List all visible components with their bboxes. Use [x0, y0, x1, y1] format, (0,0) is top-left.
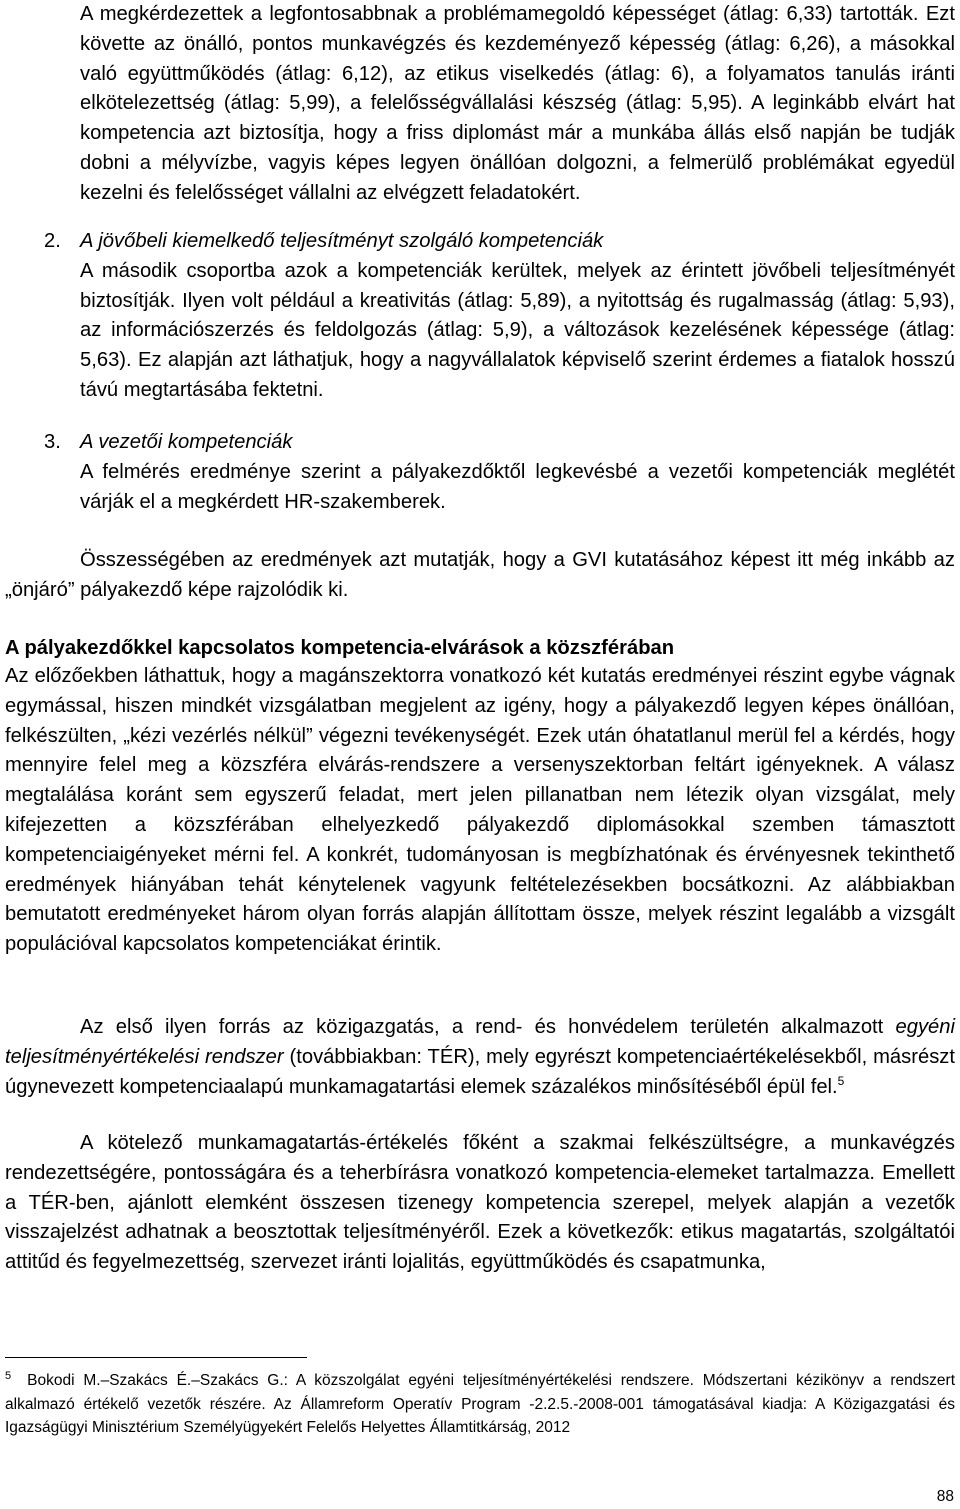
list-item-3-number: 3.	[44, 431, 61, 453]
paragraph-2-start: Az első ilyen forrás az közigazgatás, a rend- és honvédelem területén alkalmazott	[80, 1016, 896, 1038]
footnote-text: Bokodi M.–Szakács É.–Szakács G.: A közszolgálat egyéni teljesítményértékelési rendszere. Módszertani kézikönyv a rendszert alkalmazó értékelő vezetők részére. Az Államreform Operatív Program -2.2.5.-2008-001 támogatásával kiadja: A Közigazgatási és Igazságügyi Minisztérium Személyügyekért Felelős Helyettes Államtitkárság, 2012	[5, 1372, 955, 1436]
list-item-2	[80, 227, 955, 406]
paragraph-2-end: (továbbiakban: TÉR), mely egyrészt kompetenciaértékelésekből, másrészt úgynevezett kompetenciaalapú munkamagatartási elemek százalékos minősítéséből épül fel.	[5, 1045, 955, 1098]
list-item-3-title: A vezetői kompetenciák	[80, 431, 293, 453]
paragraph-2-italic-term: egyéni teljesítményértékelési rendszer	[5, 1016, 955, 1068]
section-paragraph-2	[5, 1013, 955, 1102]
page-number: 88	[936, 1488, 954, 1505]
section-heading: A pályakezdőkkel kapcsolatos kompetencia-elvárások a közszférában	[5, 637, 675, 659]
list-item-3-text: A felmérés eredménye szerint a pályakezdőktől legkevésbé a vezetői kompetenciák meglétét várják el a megkérdett HR-szakemberek.	[80, 460, 955, 513]
section-paragraph-3: A kötelező munkamagatartás-értékelés főként a szakmai felkészültségre, a munkavégzés rendezettségére, pontosságára és a teherbírásra vonatkozó kompetencia-elemeket tartalmazza. Emellett a TÉR-ben, ajánlott elemként összesen tizenegy kompetencia szerepel, melyek alapján a vezetők visszajelzést adhatnak a beosztottak teljesítményéről. Ezek a következők: etikus magatartás, szolgáltatói attitűd és fegyelmezettség, szervezet iránti lojalitás, együttműködés és csapatmunka,	[5, 1132, 955, 1274]
footnote-reference[interactable]: 5	[837, 1073, 845, 1088]
footnote-separator	[5, 1357, 307, 1358]
list-item-2-number: 2.	[44, 230, 61, 252]
summary-paragraph: Összességében az eredmények azt mutatják, hogy a GVI kutatásához képest itt még inkább az „önjáró” pályakezdő képe rajzolódik ki.	[5, 549, 955, 601]
list-item-2-text: A második csoportba azok a kompetenciák kerültek, melyek az érintett jövőbeli teljesítményét biztosítják. Ilyen volt például a kreativitás (átlag: 5,89), a nyitottság és rugalmasság (átlag: 5,93), az információszerzés és feldolgozás (átlag: 5,9), a változások kezelésének képessége (átlag: 5,63). Ez alapján azt láthatjuk, hogy a nagyvállalatok képviselő szerint érdemes a fiatalok hosszú távú megtartásába fektetni.	[80, 259, 955, 401]
footnote	[5, 1369, 955, 1440]
list-item-2-title: A jövőbeli kiemelkedő teljesítményt szolgáló kompetenciák	[80, 230, 604, 252]
list-item-3	[80, 428, 955, 517]
list-item-1-text: A megkérdezettek a legfontosabbnak a problémamegoldó képességet (átlag: 6,33) tartották. Ezt követte az önálló, pontos munkavégzés és kezdeményező képesség (átlag: 6,26), a másokkal való együttműködés (átlag: 6,12), az etikus viselkedés (átlag: 6), a folyamatos tanulás iránti elkötelezettség (átlag: 5,99), a felelősségvállalási készség (átlag: 5,95). A leginkább elvárt hat kompetencia azt biztosítja, hogy a friss diplomást már a munkába állás első napján be tudják dobni a mélyvízbe, vagyis képes legyen önállóan dolgozni, a felmerülő problémákat egyedül kezelni és felelősséget vállalni az elvégzett feladatokért.	[80, 3, 955, 204]
section-paragraph-1: Az előzőekben láthattuk, hogy a magánszektorra vonatkozó két kutatás eredményei részint egybe vágnak egymással, hiszen mindkét vizsgálatban megjelent az igény, hogy a pályakezdő legyen képes önállóan, felkészülten, „kézi vezérlés nélkül” végezni tevékenységét. Ezek után óhatatlanul merül fel a kérdés, hogy mennyire felel meg a közszféra elvárás-rendszere a versenyszektorban feltárt igényeknek. A válasz megtalálása koránt sem egyszerű feladat, mert jelen pillanatban nem létezik olyan vizsgálat, mely kifejezetten a közszférában elhelyezkedő pályakezdő diplomásokkal szemben támasztott kompetenciaigényeket mérni fel. A konkrét, tudományosan is megbízhatónak és érvényesnek tekinthető eredmények hiányában tehát kénytelenek vagyunk feltételezésekben bocsátkozni. Az alábbiakban bemutatott eredményeket három olyan forrás alapján állítottam össze, melyek részint legalább a vizsgált populációval kapcsolatos kompetenciákat érintik.	[5, 665, 955, 956]
footnote-mark: 5	[5, 1370, 12, 1382]
